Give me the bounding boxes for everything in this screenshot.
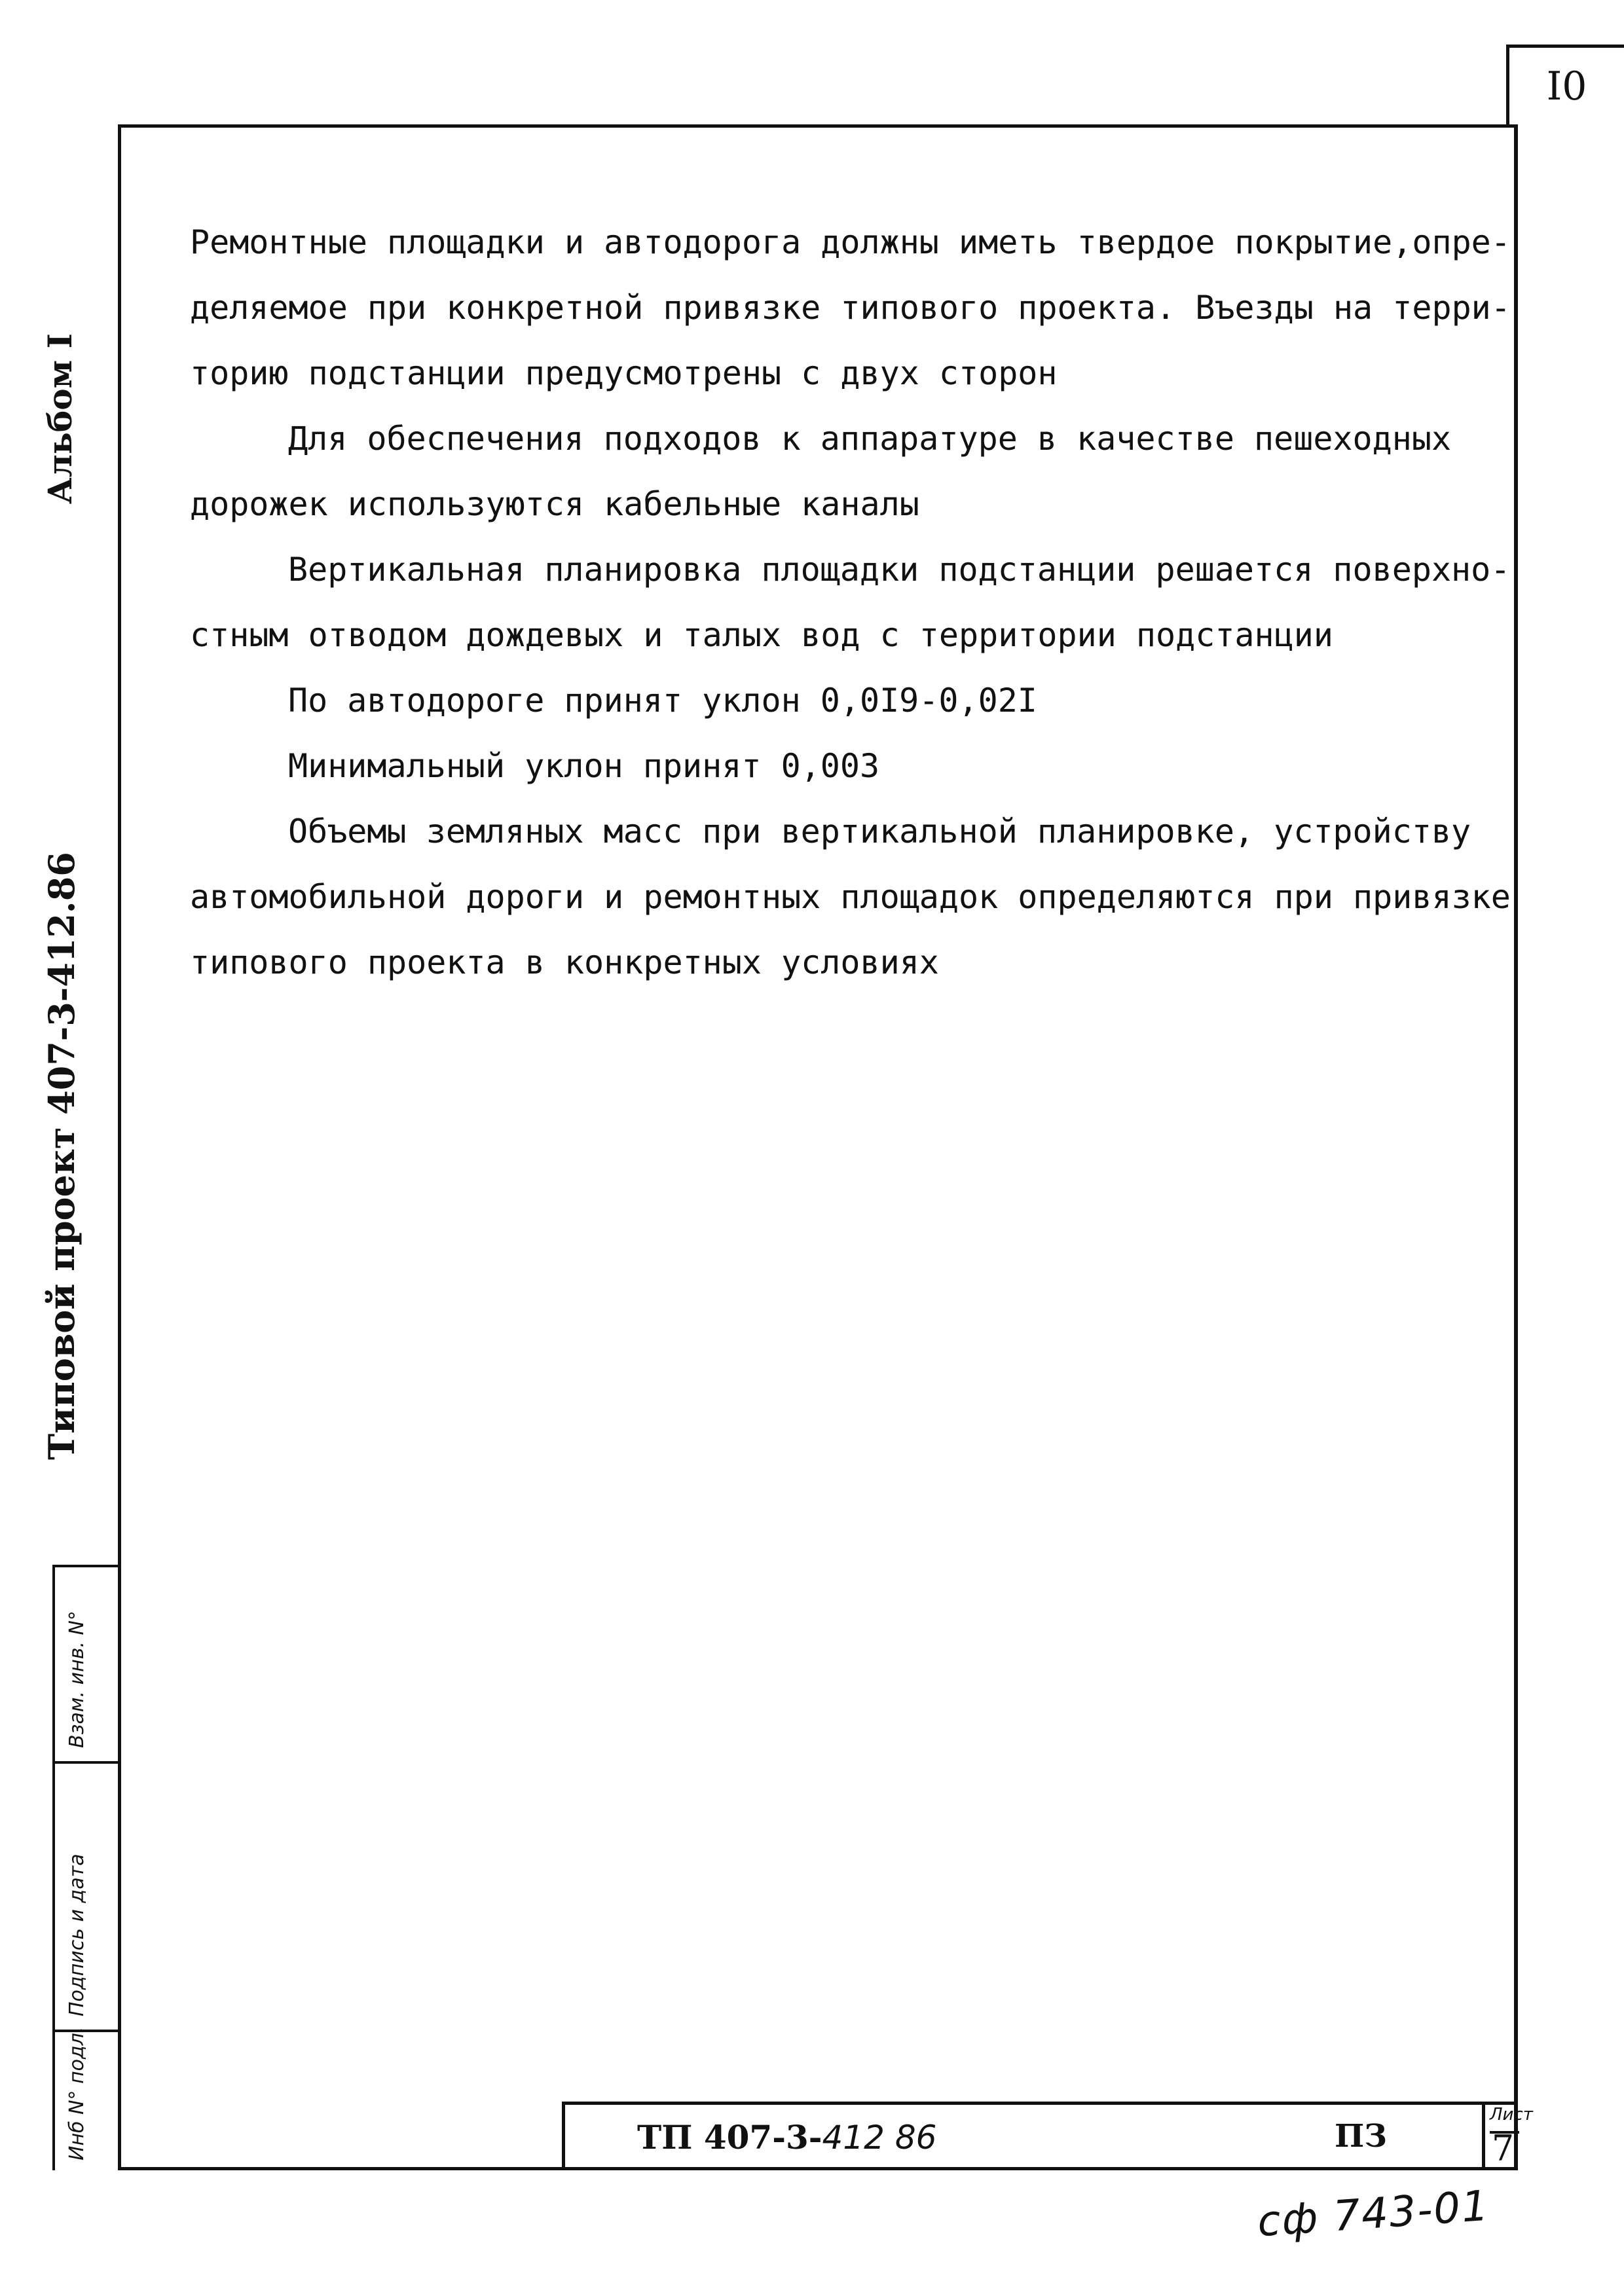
body-line: торию подстанции предусмотрены с двух сторон [190, 354, 1058, 392]
handwritten-note: сф 743-01 [1255, 2181, 1492, 2247]
body-line: По автодороге принят уклон 0,0I9-0,02I [288, 682, 1037, 720]
stamp-label-replace: Взам. инв. N° [65, 1611, 88, 1748]
body-line: автомобильной дороги и ремонтных площадок определяются при привязке [190, 878, 1511, 916]
album-label: Альбом I [41, 333, 79, 504]
body-line: стным отводом дождевых и талых вод с территории подстанции [190, 616, 1333, 654]
signature-stamp [0, 1565, 118, 2170]
document-code-printed: ТП 407-3- [637, 2118, 822, 2157]
stamp-label-signature: Подпись и дата [65, 1853, 88, 2016]
body-line: Ремонтные площадки и автодорога должны иметь твердое покрытие,опре- [190, 223, 1511, 261]
body-line: типового проекта в конкретных условиях [190, 943, 939, 981]
section-code: ПЗ [1335, 2118, 1387, 2155]
stamp-divider [52, 1761, 118, 1764]
body-line: Минимальный уклон принят 0,003 [288, 747, 880, 785]
body-line: Для обеспечения подходов к аппаратуре в качестве пешеходных [288, 420, 1452, 458]
document-code-handwritten: 412 86 [822, 2119, 937, 2157]
sheet-number: 7 [1491, 2128, 1515, 2169]
body-line: деляемое при конкретной привязке типового проекта. Въезды на терри- [190, 289, 1511, 327]
title-block [562, 2102, 1518, 2170]
stamp-divider [52, 1565, 55, 2170]
stamp-label-inv: Инб N° подл. [65, 2026, 88, 2160]
body-line: Объемы земляных масс при вертикальной планировке, устройству [288, 812, 1471, 850]
sheet-label: Лист [1490, 2105, 1519, 2134]
project-label: Типовой проект 407-3-412.86 [41, 852, 83, 1460]
page-number: I0 [1506, 45, 1624, 124]
body-line: дорожек используются кабельные каналы [190, 485, 919, 523]
body-line: Вертикальная планировка площадки подстанции решается поверхно- [288, 551, 1511, 589]
document-body [190, 210, 1511, 995]
document-code [637, 2118, 936, 2157]
stamp-divider [52, 1565, 118, 1567]
